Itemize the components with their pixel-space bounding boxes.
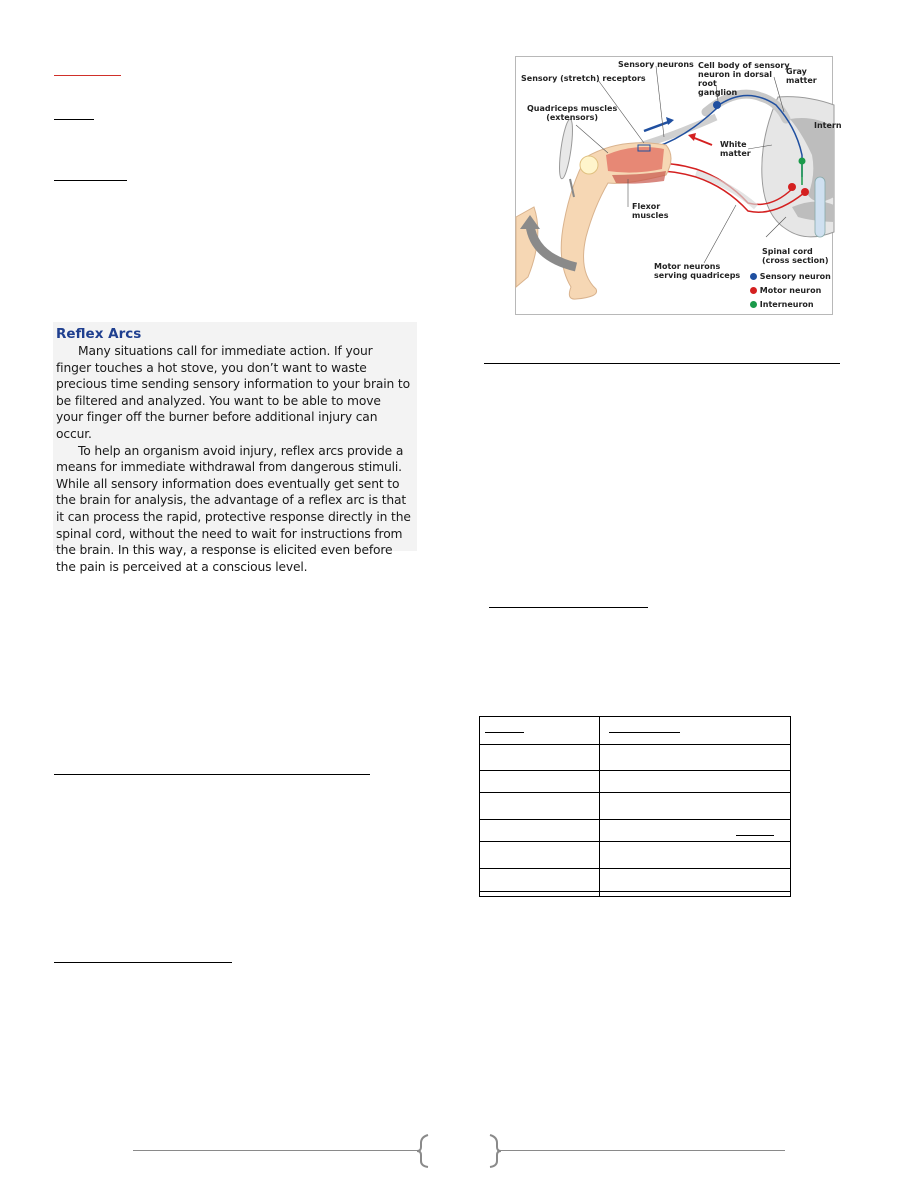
table-header-cell-1[interactable] — [480, 717, 600, 745]
legend-dot-motor — [750, 287, 757, 294]
blank-line-4 — [54, 962, 232, 963]
reflex-paragraph-1: Many situations call for immediate action. If your finger touches a hot stove, you don’t want to waste precious time sending sensory information to your brain to be filtered and analyzed. You want to be able to move your finger off the burner before additional injury can occur. — [56, 344, 410, 441]
legend-sensory-neuron: Sensory neuron — [750, 272, 831, 281]
label-gray-matter: Gray matter — [786, 67, 817, 85]
reflex-arc-figure — [515, 56, 842, 315]
table-cell — [600, 891, 791, 896]
table-row-double-border — [480, 891, 791, 896]
table-header-row — [480, 717, 791, 745]
legend-interneuron: Interneuron — [750, 300, 814, 309]
table-cell[interactable] — [480, 819, 600, 841]
table-cell[interactable] — [600, 841, 791, 868]
table-cell[interactable] — [600, 868, 791, 891]
table-row — [480, 819, 791, 841]
table-cell[interactable] — [600, 771, 791, 793]
blank-line-6 — [489, 607, 648, 608]
label-interneuron-cut: Intern — [814, 121, 842, 130]
table-cell[interactable] — [480, 745, 600, 771]
table-row — [480, 792, 791, 819]
table-cell[interactable] — [480, 868, 600, 891]
table-row — [480, 745, 791, 771]
label-sensory-neurons: Sensory neurons — [618, 60, 694, 69]
blank-line-1 — [54, 119, 94, 120]
footer-page-bracket — [414, 1133, 504, 1169]
table-cell[interactable] — [480, 792, 600, 819]
legend-motor-neuron: Motor neuron — [750, 286, 821, 295]
blank-line-2 — [54, 180, 127, 181]
label-cell-body: Cell body of sensory neuron in dorsal root ganglion — [698, 61, 790, 97]
footer-line-right — [498, 1150, 785, 1151]
table-cell[interactable] — [600, 819, 791, 841]
blank-line-red — [54, 75, 121, 76]
table-cell — [480, 891, 600, 896]
leg-illustration — [516, 143, 671, 299]
reflex-hammer — [557, 119, 575, 197]
fill-in-table — [479, 716, 791, 897]
blank-line-3 — [54, 774, 370, 775]
table-cell[interactable] — [480, 771, 600, 793]
blank-line-5 — [484, 363, 840, 364]
label-white-matter: White matter — [720, 140, 751, 158]
table-header-cell-2[interactable] — [600, 717, 791, 745]
table-cell[interactable] — [600, 745, 791, 771]
table-row — [480, 841, 791, 868]
label-flexor-muscles: Flexor muscles — [632, 202, 669, 220]
spinal-cord-illustration — [762, 97, 834, 237]
label-spinal-cord: Spinal cord (cross section) — [762, 247, 829, 265]
reflex-paragraph-2: To help an organism avoid injury, reflex arcs provide a means for immediate withdrawal from dangerous stimuli. While all sensory information does eventually get sent to the brain for analysis, the advantage of a reflex arc is that it can process the rapid, protective response directly in the spinal cord, without the need to wait for instructions from the brain. In this way, a response is elicited even before the pain is perceived at a conscious level. — [56, 443, 411, 574]
label-stretch-receptors: Sensory (stretch) receptors — [521, 74, 646, 83]
table-cell[interactable] — [600, 792, 791, 819]
label-quadriceps: Quadriceps muscles (extensors) — [527, 104, 618, 122]
reflex-arcs-title: Reflex Arcs — [56, 326, 142, 342]
table-row — [480, 868, 791, 891]
table-cell[interactable] — [480, 841, 600, 868]
reflex-arcs-box — [53, 322, 417, 574]
legend-dot-sensory — [750, 273, 757, 280]
legend-dot-interneuron — [750, 301, 757, 308]
footer-line-left — [133, 1150, 420, 1151]
label-motor-neurons: Motor neurons serving quadriceps — [654, 262, 741, 280]
table-row — [480, 771, 791, 793]
